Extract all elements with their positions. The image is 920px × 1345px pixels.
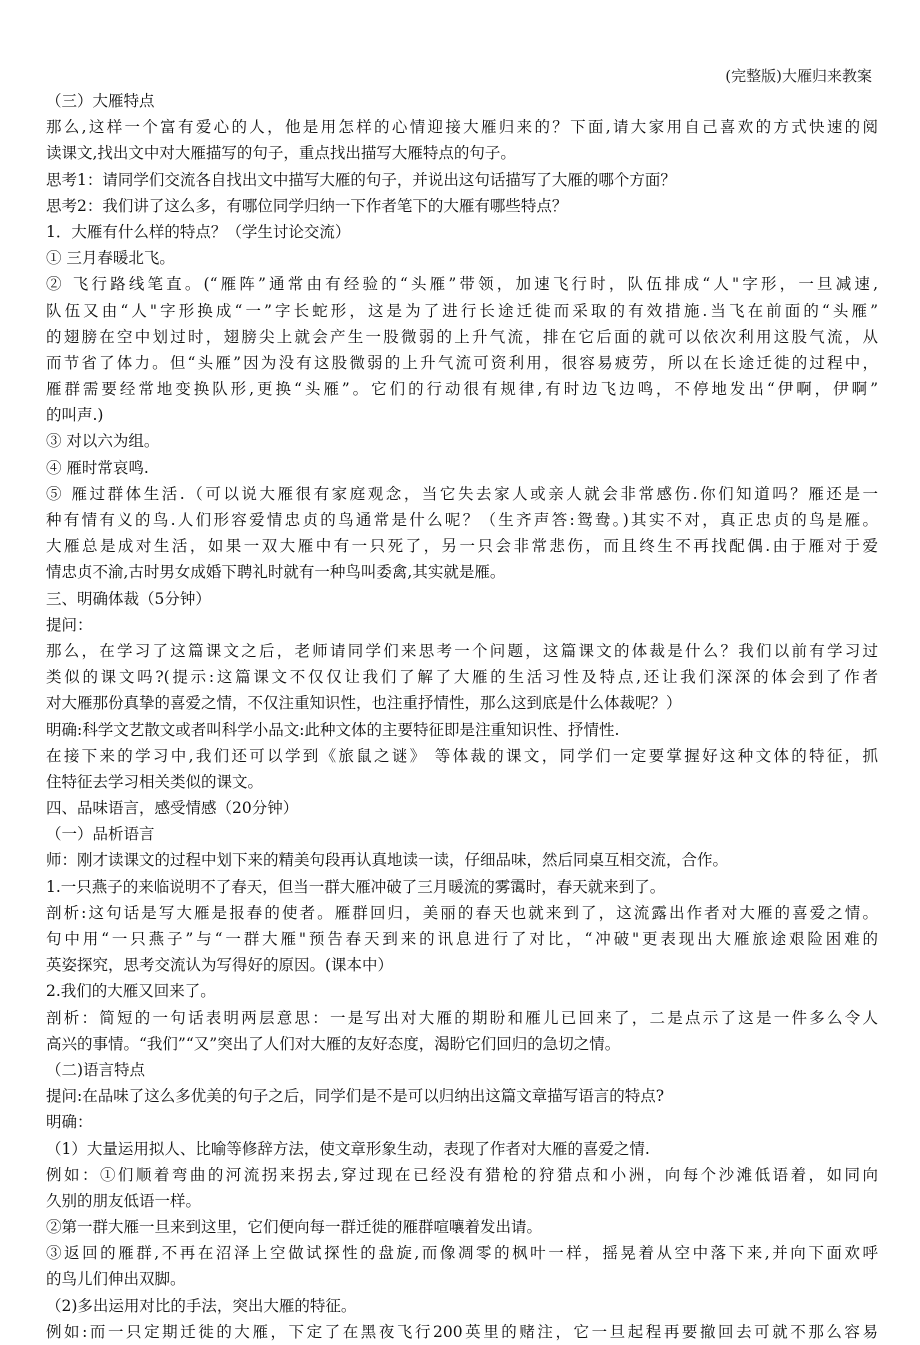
- text-line: 英姿探究，思考交流认为写得好的原因。(课本中）: [46, 956, 394, 975]
- text-line: 住特征去学习相关类似的课文。: [46, 772, 264, 791]
- text-line: 的鸟儿们伸出双脚。: [46, 1270, 186, 1289]
- text-line: 剖析：简短的一句话表明两层意思：一是写出对大雁的期盼和雁儿已回来了，二是点示了这是一件多么令人: [46, 1008, 878, 1027]
- text-line: 思考2：我们讲了这么多，有哪位同学归纳一下作者笔下的大雁有哪些特点？: [46, 196, 568, 215]
- text-line: ③ 对以六为组。: [46, 432, 160, 451]
- text-line: 的翅膀在空中划过时，翅膀尖上就会产生一股微弱的上升气流，排在它后面的就可以依次利用这股气流，从: [46, 327, 878, 346]
- text-line: 久别的朋友低语一样。: [46, 1191, 202, 1210]
- text-line: 那么,这样一个富有爱心的人，他是用怎样的心情迎接大雁归来的？下面,请大家用自己喜欢的方式快速的阅: [46, 118, 878, 137]
- text-line: 例如：①们顺着弯曲的河流拐来拐去,穿过现在已经没有猎枪的狩猎点和小洲，向每个沙滩低语着，如同向: [46, 1165, 878, 1184]
- text-line: 情忠贞不渝,古时男女成婚下聘礼时就有一种鸟叫委禽,其实就是雁。: [46, 563, 506, 582]
- text-line: ① 三月春暖北飞。: [46, 249, 175, 268]
- text-line: 明确：: [46, 1113, 93, 1132]
- text-line: 明确:科学文艺散文或者叫科学小品文:此种文体的主要特征即是注重知识性、抒情性.: [46, 720, 620, 739]
- text-line: 大雁总是成对生活，如果一双大雁中有一只死了，另一只会非常悲伤，而且终生不再找配偶.由于雁对于爱: [46, 537, 878, 556]
- text-line: 四、品味语言，感受情感（20分钟）: [46, 799, 299, 818]
- text-line: 思考1：请同学们交流各自找出文中描写大雁的句子，并说出这句话描写了大雁的哪个方面？: [46, 170, 676, 189]
- text-line: 的叫声.): [46, 406, 104, 425]
- text-line: 1.一只燕子的来临说明不了春天，但当一群大雁冲破了三月暖流的雾霭时，春天就来到了。: [46, 877, 666, 896]
- text-line: 师：刚才读课文的过程中划下来的精美句段再认真地读一读，仔细品味，然后同桌互相交流，合作。: [46, 851, 729, 870]
- text-line: 高兴的事情。“我们”“又”突出了人们对大雁的友好态度，渴盼它们回归的急切之情。: [46, 1034, 621, 1053]
- text-line: 提问:在品味了这么多优美的句子之后，同学们是不是可以归纳出这篇文章描写语言的特点?: [46, 1087, 665, 1106]
- text-line: ③返回的雁群,不再在沼泽上空做试探性的盘旋,而像凋零的枫叶一样，摇晃着从空中落下来,并向下面欢呼: [46, 1244, 878, 1263]
- text-line: （1）大量运用拟人、比喻等修辞方法，使文章形象生动，表现了作者对大雁的喜爱之情.: [46, 1139, 650, 1158]
- text-line: 2.我们的大雁又回来了。: [46, 982, 216, 1001]
- text-line: （二)语言特点: [46, 1060, 146, 1079]
- text-line: ④ 雁时常哀鸣.: [46, 458, 149, 477]
- document-body: [46, 88, 878, 1345]
- text-line: 对大雁那份真挚的喜爱之情，不仅注重知识性，也注重抒情性，那么这到底是什么体裁呢？）: [46, 694, 682, 713]
- text-line: 句中用“一只燕子”与“一群大雁"预告春天到来的讯息进行了对比，“冲破"更表现出大雁旅途艰险困难的: [46, 930, 878, 948]
- text-line: 1．大雁有什么样的特点？（学生讨论交流）: [46, 222, 351, 241]
- text-line: 读课文,找出文中对大雁描写的句子，重点找出描写大雁特点的句子。: [46, 144, 516, 163]
- text-line: （2)多出运用对比的手法，突出大雁的特征。: [46, 1296, 357, 1315]
- text-line: 类似的课文吗?(提示:这篇课文不仅仅让我们了解了大雁的生活习性及特点,还让我们深深的体会到了作者: [46, 668, 878, 687]
- text-line: 例如:而一只定期迁徙的大雁，下定了在黑夜飞行200英里的赌注，它一旦起程再要撤回去可就不那么容易: [46, 1322, 878, 1341]
- text-line: 提问：: [46, 615, 93, 634]
- text-line: 队伍又由“人"字形换成“一”字长蛇形，这是为了进行长途迁徙而采取的有效措施.当飞在前面的“头雁”: [46, 301, 878, 320]
- text-line: ② 飞行路线笔直。(“雁阵”通常由有经验的“头雁”带领，加速飞行时，队伍排成“人"字形，一旦减速,: [46, 275, 878, 294]
- text-line: （三）大雁特点: [46, 92, 155, 110]
- text-line: ⑤ 雁过群体生活.（可以说大雁很有家庭观念，当它失去家人或亲人就会非常感伤.你们知道吗？雁还是一: [46, 484, 878, 503]
- text-line: 而节省了体力。但“头雁”因为没有这股微弱的上升气流可资利用，很容易疲劳，所以在长途迁徙的过程中，: [46, 353, 878, 372]
- text-line: 在接下来的学习中,我们还可以学到《旅鼠之谜》 等体裁的课文，同学们一定要掌握好这种文体的特征，抓: [46, 746, 878, 765]
- text-line: 雁群需要经常地变换队形,更换“头雁”。它们的行动很有规律,有时边飞边鸣，不停地发出“伊啊，伊啊”: [46, 380, 878, 399]
- text-line: 那么，在学习了这篇课文之后，老师请同学们来思考一个问题，这篇课文的体裁是什么？我们以前有学习过: [46, 641, 878, 660]
- text-line: 剖析:这句话是写大雁是报春的使者。雁群回归，美丽的春天也就来到了，这流露出作者对大雁的喜爱之情。: [46, 903, 878, 922]
- text-line: （一）品析语言: [46, 825, 155, 844]
- text-line: ②第一群大雁一旦来到这里，它们便向每一群迁徙的雁群喧嚷着发出请。: [46, 1218, 543, 1237]
- text-line: 三、明确体裁（5分钟）: [46, 589, 211, 608]
- running-header: (完整版)大雁归来教案: [725, 67, 872, 85]
- text-line: 种有情有义的鸟.人们形容爱情忠贞的鸟通常是什么呢？（生齐声答:鸳鸯。)其实不对，真正忠贞的鸟是雁。: [46, 511, 878, 529]
